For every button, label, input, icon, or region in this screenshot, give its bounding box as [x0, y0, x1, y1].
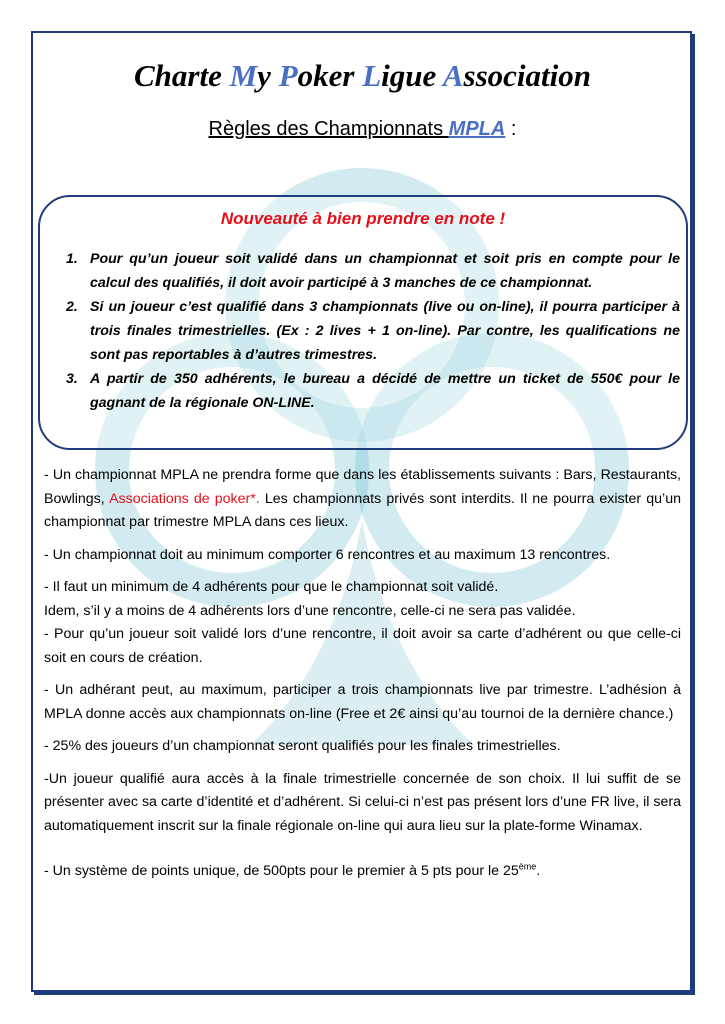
list-item: 2. Si un joueur c’est qualifié dans 3 championnats (live ou on-line), il pourra participer à trois finales trimestrielles. (Ex : 2 lives + 1 on-line). Par contre, les qualifications ne sont pas reportables à d’autres trimestres. — [66, 299, 680, 363]
rule-paragraph: - Un championnat doit au minimum comporter 6 rencontres et au maximum 13 rencontres. — [44, 546, 611, 563]
rule-paragraph: - 25% des joueurs d’un championnat seront qualifiés pour les finales trimestrielles. — [44, 738, 561, 754]
page-title: Charte My Poker Ligue Association — [133, 58, 592, 93]
list-item: 3. A partir de 350 adhérents, le bureau a décidé de mettre un ticket de 550€ pour le gagnant de la régionale ON-LINE. — [66, 371, 680, 411]
rule-paragraph: - Un adhérant peut, au maximum, participer a trois championnats live par trimestre. L’adhésion à MPLA donne accès aux championnats on-line (Free et 2€ ainsi qu’au tournoi de la dernière chance.) — [44, 682, 681, 722]
rule-paragraph: - Un système de points unique, de 500pts pour le premier à 5 pts pour le 25ème. — [44, 861, 541, 879]
page-subtitle: Règles des Championnats MPLA : — [208, 118, 517, 140]
rule-paragraph: - Pour qu’un joueur soit validé lors d’une rencontre, il doit avoir sa carte d’adhérent ou que celle-ci soit en cours de création. — [44, 626, 681, 666]
rule-paragraph: - Il faut un minimum de 4 adhérents pour que le championnat soit validé. — [44, 579, 499, 595]
rule-paragraph: Idem, s’il y a moins de 4 adhérents lors d’une rencontre, celle-ci ne sera pas validée. — [44, 602, 576, 619]
notice-box — [38, 195, 688, 450]
notice-title: Nouveauté à bien prendre en note ! — [220, 209, 506, 228]
rules-body — [44, 464, 681, 884]
notice-list — [66, 247, 680, 415]
rule-paragraph: -Un joueur qualifié aura accès à la finale trimestrielle concernée de son choix. Il lui suffit de se présenter avec sa carte d’identité et d’adhérent. Si celui-ci n’est pas présent lors d’une FR live, il sera automatiquement inscrit sur la finale régionale on-line qui aura lieu sur la plate-forme Winamax. — [44, 770, 681, 834]
rule-paragraph: - Un championnat MPLA ne prendra forme que dans les établissements suivants : Bars, Restaurants, Bowlings, Associations de poker*. Les championnats privés sont interdits. Il ne pourra exister qu’un championnat par trimestre MPLA dans ces lieux. — [44, 467, 681, 530]
list-item: 1. Pour qu’un joueur soit validé dans un championnat et soit pris en compte pour le calcul des qualifiés, il doit avoir participé à 3 manches de ce championnat. — [66, 251, 680, 291]
